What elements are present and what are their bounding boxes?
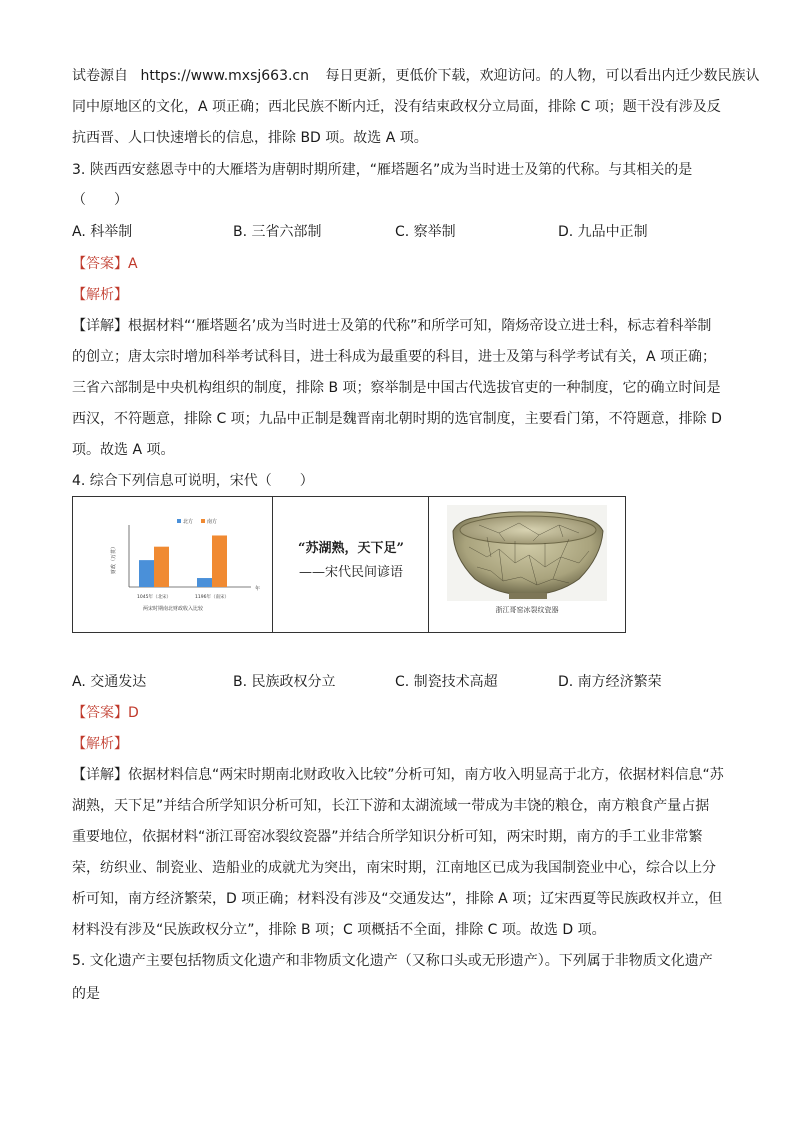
legend-label: 北方 [183,519,194,525]
chart-title: 两宋时期南北财政收入比较 [142,606,203,612]
q4-detail-line-4: 荣，纺织业、制瓷业、造船业的成就尤为突出，南宋时期，江南地区已成为我国制瓷业中心，综合以上分 [72,860,716,876]
q3-analysis-heading: 【解析】 [72,287,128,303]
q4-detail-line-3: 重要地位，依据材料“浙江哥窑冰裂纹瓷器”并结合所学知识分析可知，两宋时期，南方的手工业非常繁 [72,829,703,845]
continuation-text-2: 同中原地区的文化，A 项正确；西北民族不断内迁，没有结束政权分立局面，排除 C 项；题干没有涉及反 [72,99,721,115]
q3-stem-line-2: （ ） [72,192,128,208]
q4-detail-line-1: 【详解】依据材料信息“两宋时期南北财政收入比较”分析可知，南方收入明显高于北方，依据材料信息“苏 [72,767,724,783]
q5-stem-line-1: 5. 文化遗产主要包括物质文化遗产和非物质文化遗产（又称口头或无形遗产）。下列属于非物质文化遗产 [72,953,713,969]
legend-swatch-南方 [201,519,205,523]
header-line [72,66,759,86]
proverb-cell [273,497,429,632]
q4-analysis-heading: 【解析】 [72,736,128,752]
q3-detail-line-5: 项。故选 A 项。 [72,442,175,458]
source-url[interactable]: https://www.mxsj663.cn [140,68,309,84]
q3-stem-line-1: 3. 陕西西安慈恩寺中的大雁塔为唐朝时期所建，“雁塔题名”成为当时进士及第的代称。与其相关的是 [72,162,693,178]
x-axis-label: 年 [255,586,261,592]
q4-stem: 4. 综合下列信息可说明，宋代（ ） [72,473,314,489]
q4-figure-table [72,496,626,633]
q4-option-c: C. 制瓷技术高超 [395,674,498,690]
q3-detail-line-2: 的创立；唐太宗时增加科举考试科目，进士科成为最重要的科目，进士及第与科学考试有关，A 项正确； [72,349,717,365]
continuation-text-3: 抗西晋、人口快速增长的信息，排除 BD 项。故选 A 项。 [72,130,428,146]
q4-option-a: A. 交通发达 [72,674,147,690]
fiscal-chart-cell [73,497,273,632]
bar-北方-0 [139,560,154,587]
q4-option-d: D. 南方经济繁荣 [558,674,662,690]
q3-option-b: B. 三省六部制 [233,224,322,240]
q3-option-c: C. 察举制 [395,224,456,240]
proverb-source: ——宋代民间谚语 [298,565,403,580]
q4-detail-line-2: 湖熟，天下足”并结合所学知识分析可知，长江下游和太湖流域一带成为丰饶的粮仓，南方粮食产量占据 [72,798,710,814]
bar-北方-1 [197,578,212,587]
q4-detail-line-5: 析可知，南方经济繁荣，D 项正确；材料没有涉及“交通发达”，排除 A 项；辽宋西夏等民族政权并立，但 [72,891,723,907]
source-label: 试卷源自 [72,68,128,84]
q3-answer: 【答案】A [72,256,138,272]
q3-option-d: D. 九品中正制 [558,224,648,240]
source-note: 每日更新，更低价下载，欢迎访问。 [325,68,550,84]
proverb-text: “苏湖熟，天下足” [298,541,404,556]
porcelain-caption: 浙江哥窑冰裂纹瓷器 [495,606,559,614]
y-axis-label: 财政（万贯） [111,543,117,575]
x-tick-label: 1196年（南宋） [195,595,229,600]
legend-label: 南方 [207,519,218,525]
q3-detail-line-1: 【详解】根据材料“‘雁塔题名’成为当时进士及第的代称”和所学可知，隋炀帝设立进士科，标志着科举制 [72,318,712,334]
q3-option-a: A. 科举制 [72,224,133,240]
bar-南方-0 [154,547,169,587]
bar-南方-1 [212,535,227,587]
q3-detail-line-3: 三省六部制是中央机构组织的制度，排除 B 项；察举制是中国古代选拔官吏的一种制度，它的确立时间是 [72,380,721,396]
porcelain-cell [429,497,625,632]
q3-detail-line-4: 西汉，不符题意，排除 C 项；九品中正制是魏晋南北朝时期的选官制度，主要看门第，不符题意，排除 D [72,411,722,427]
q4-option-b: B. 民族政权分立 [233,674,336,690]
x-tick-label: 1045年（北宋） [137,595,171,600]
q4-answer: 【答案】D [72,705,139,721]
crackle-porcelain-bowl-image [429,497,625,607]
q4-detail-line-6: 材料没有涉及“民族政权分立”，排除 B 项；C 项概括不全面，排除 C 项。故选 D 项。 [72,922,606,938]
q5-stem-line-2: 的是 [72,986,100,1002]
legend-swatch-北方 [177,519,181,523]
continuation-text-1: 的人物，可以看出内迁少数民族认 [549,68,760,84]
